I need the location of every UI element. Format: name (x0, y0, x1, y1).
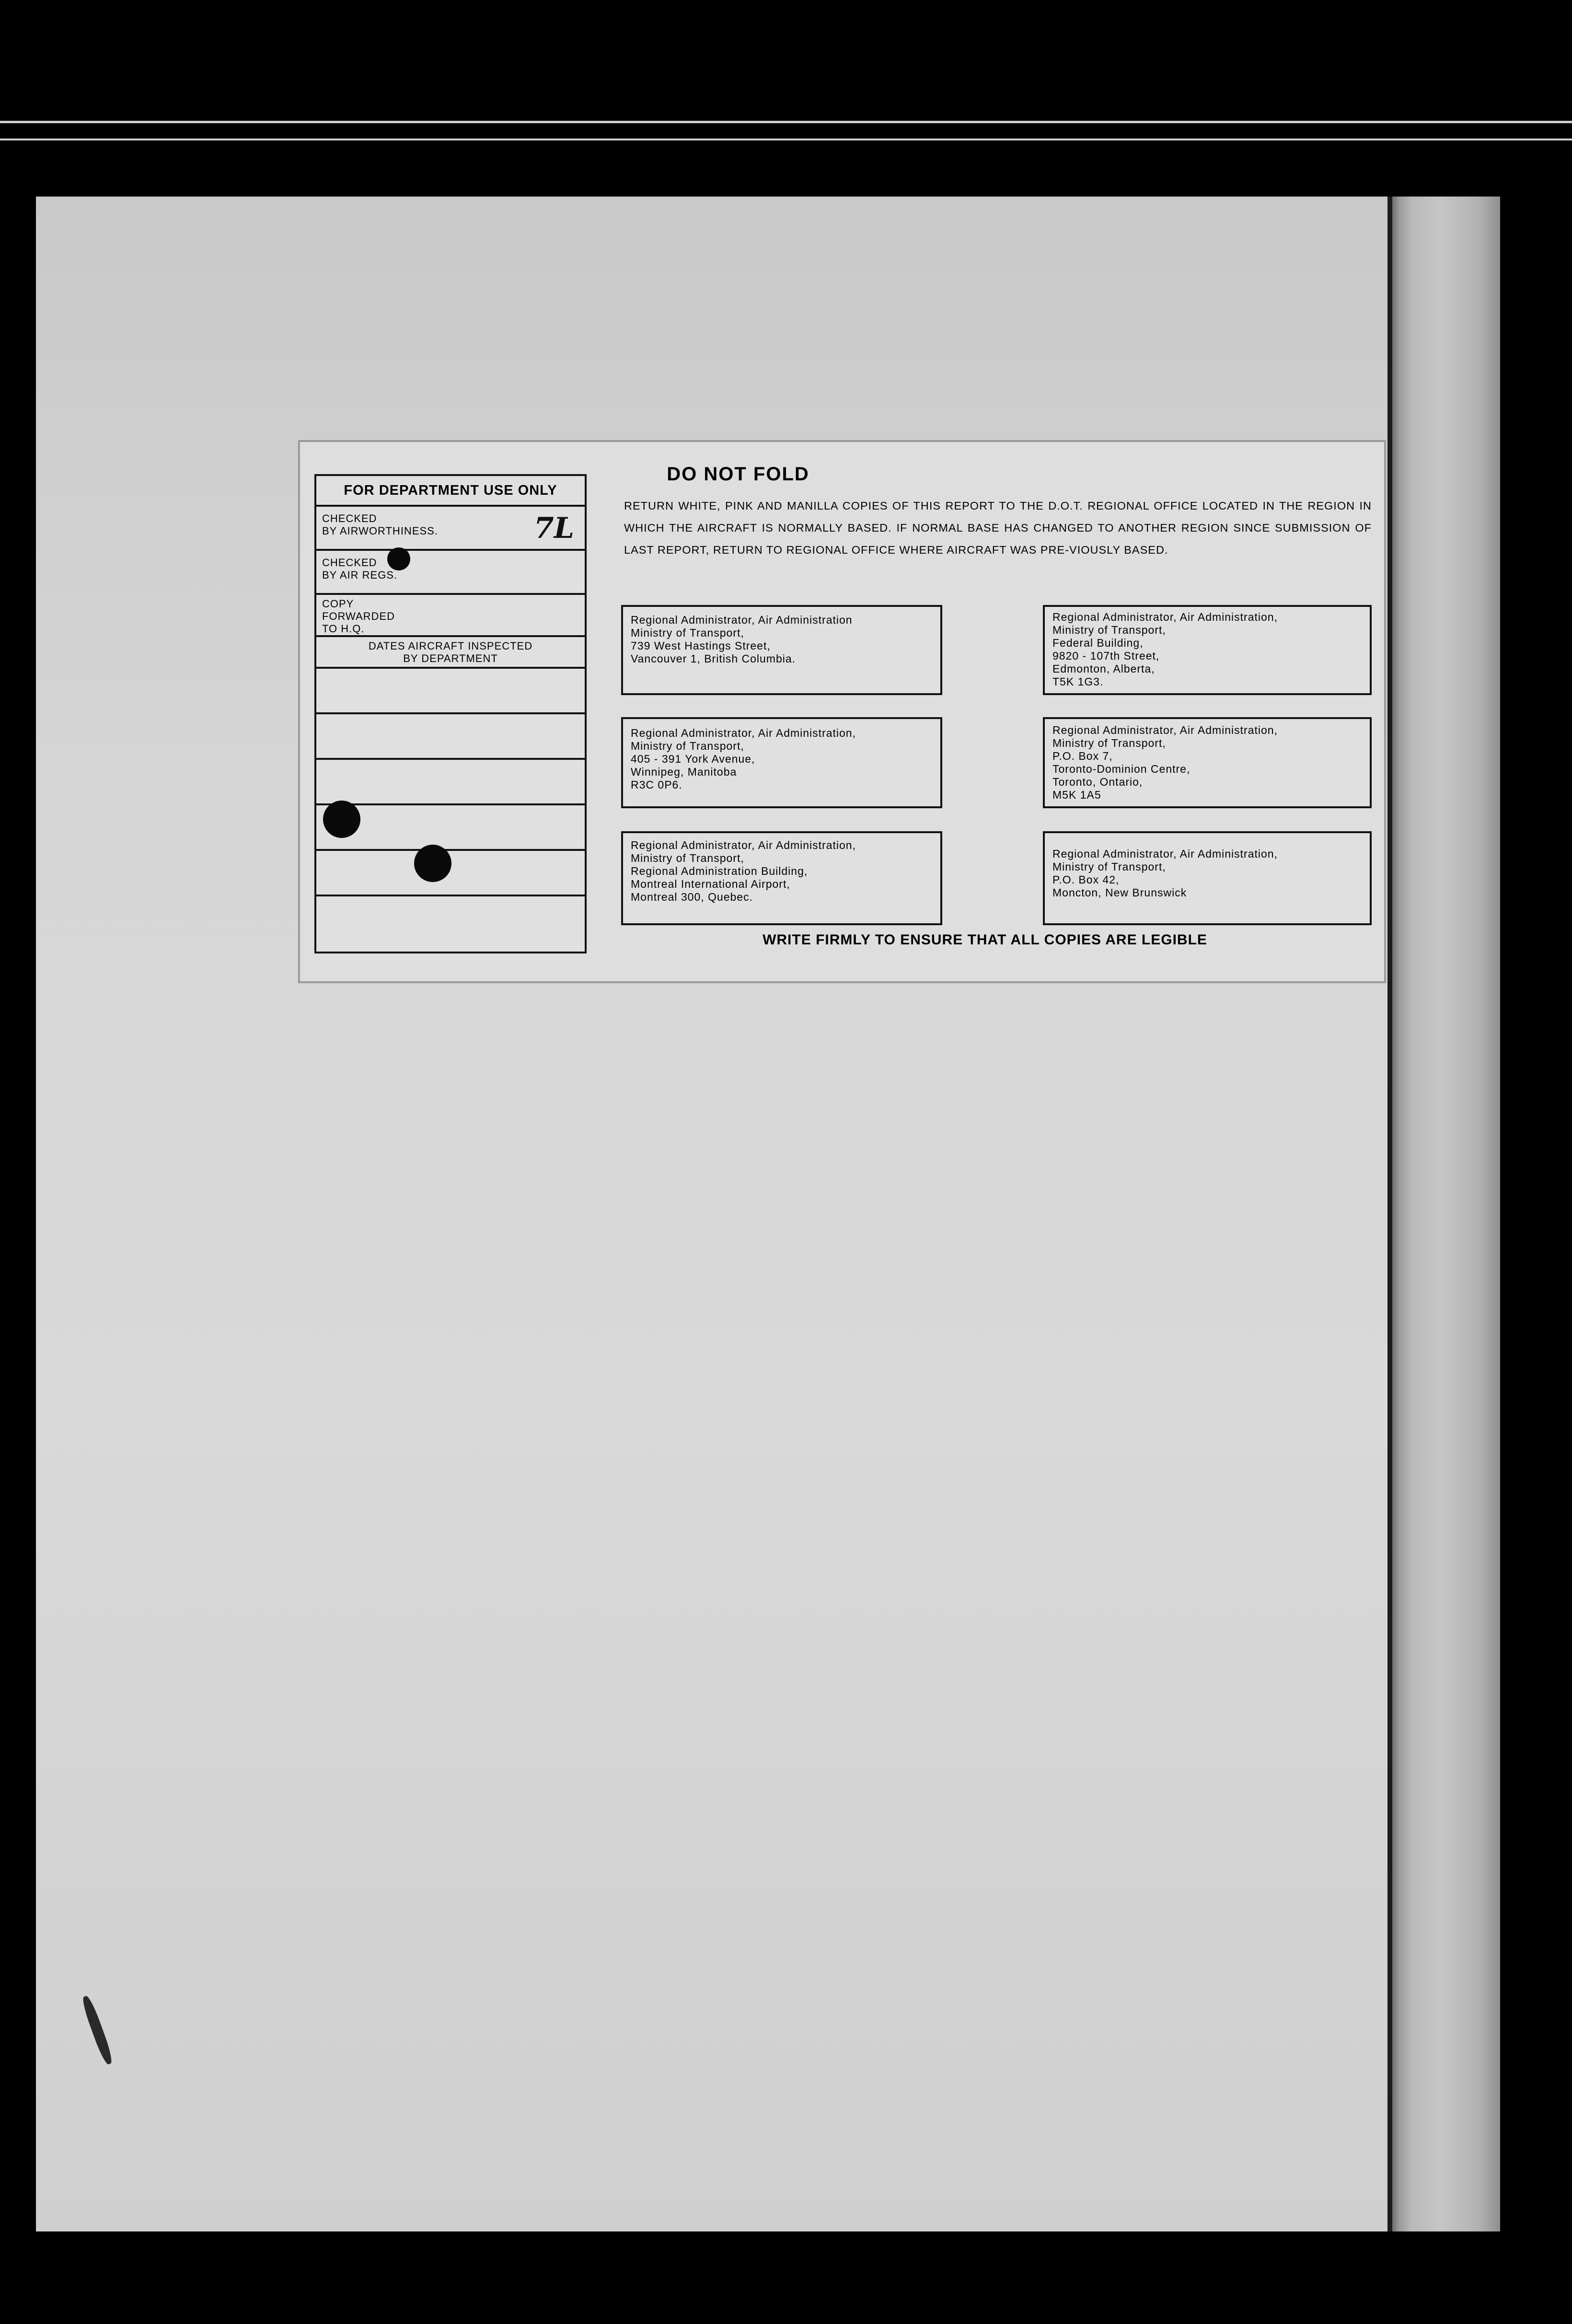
department-use-heading: FOR DEPARTMENT USE ONLY (316, 476, 585, 507)
do-not-fold-title: DO NOT FOLD (667, 464, 809, 485)
copy-forwarded-row: COPY FORWARDED TO H.Q. (316, 595, 585, 637)
return-instructions: RETURN WHITE, PINK AND MANILLA COPIES OF THIS REPORT TO THE D.O.T. REGIONAL OFFICE LOCATED IN THE REGION IN WHICH THE AIRCRAFT IS NORMALLY BASED. IF NORMAL BASE HAS CHANGED TO ANOTHER REGION SINCE SUBMISSION OF LAST REPORT, RETURN TO REGIONAL OFFICE WHERE AIRCRAFT WAS PRE-VIOUSLY BASED. (624, 500, 1372, 556)
address-winnipeg: Regional Administrator, Air Administration, Ministry of Transport, 405 - 391 York Avenue, Winnipeg, Manitoba R3C 0P6. (621, 717, 942, 808)
address-vancouver: Regional Administrator, Air Administration Ministry of Transport, 739 West Hastings Street, Vancouver 1, British Columbia. (621, 605, 942, 695)
inspection-date-row (316, 669, 585, 714)
film-edge-line-top (0, 121, 1572, 123)
checked-airworthiness-row: CHECKED BY AIRWORTHINESS. (316, 507, 585, 551)
inspection-date-row (316, 714, 585, 760)
inspection-date-row (316, 760, 585, 805)
write-firmly-notice: WRITE FIRMLY TO ENSURE THAT ALL COPIES ARE LEGIBLE (763, 932, 1207, 948)
department-use-box (314, 474, 587, 953)
dates-inspected-heading: DATES AIRCRAFT INSPECTED BY DEPARTMENT (316, 637, 585, 669)
address-edmonton: Regional Administrator, Air Administration, Ministry of Transport, Federal Building, 9820 - 107th Street, Edmonton, Alberta, T5K 1G3. (1043, 605, 1372, 695)
address-toronto: Regional Administrator, Air Administration, Ministry of Transport, P.O. Box 7, Toronto-Dominion Centre, Toronto, Ontario, M5K 1A5 (1043, 717, 1372, 808)
address-moncton: Regional Administrator, Air Administration, Ministry of Transport, P.O. Box 42, Moncton, New Brunswick (1043, 831, 1372, 925)
binding-strip (1392, 197, 1500, 2231)
checked-air-regs-row: CHECKED BY AIR REGS. (316, 551, 585, 595)
inspection-date-row (316, 896, 585, 942)
address-montreal: Regional Administrator, Air Administration, Ministry of Transport, Regional Administration Building, Montreal International Airport, Montreal 300, Quebec. (621, 831, 942, 925)
mailing-label (298, 440, 1386, 983)
film-edge-line-bottom (0, 139, 1572, 140)
punch-hole (323, 801, 360, 838)
punch-hole (387, 547, 410, 570)
punch-hole (414, 845, 451, 882)
handwritten-initials: 7L (534, 511, 574, 545)
